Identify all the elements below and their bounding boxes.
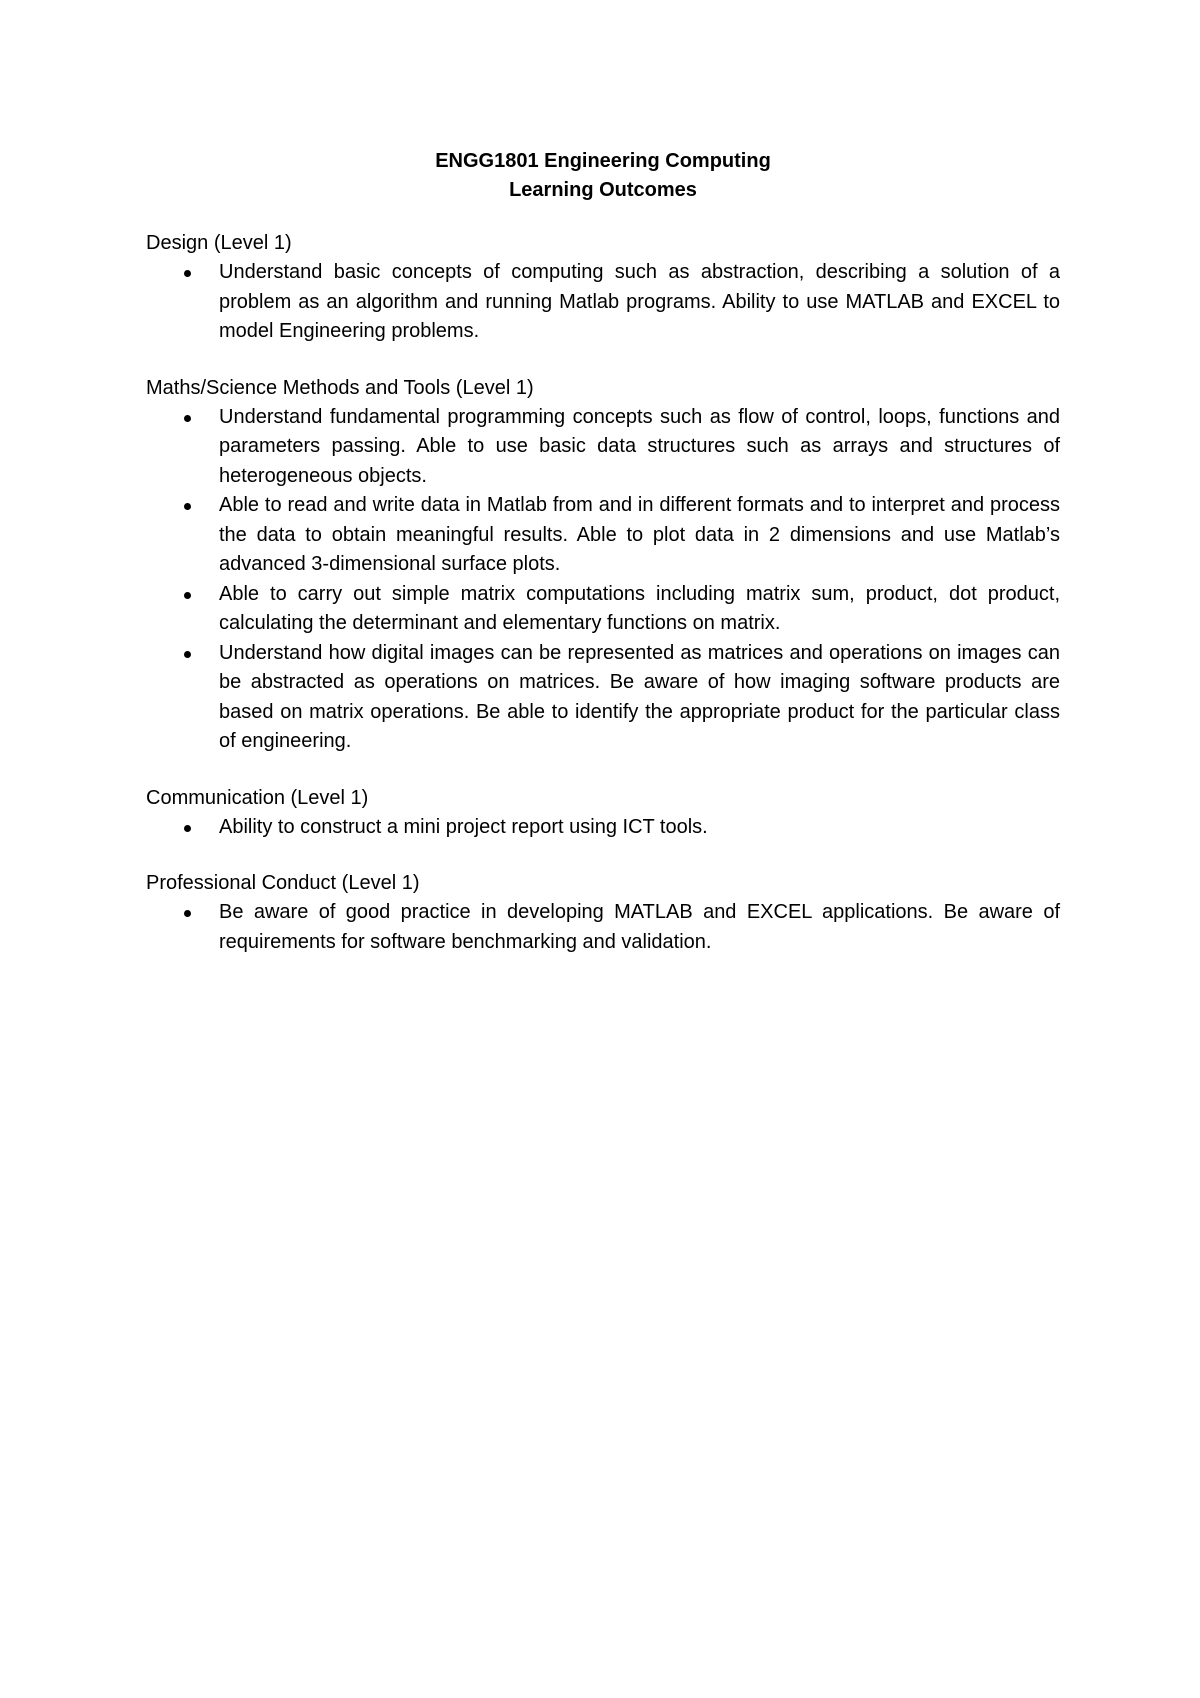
list-item	[146, 403, 1060, 492]
bullet-icon	[184, 910, 191, 917]
document-title: ENGG1801 Engineering Computing	[435, 150, 771, 172]
document-subtitle: Learning Outcomes	[509, 179, 697, 201]
list-item	[146, 813, 1060, 843]
bullet-icon	[184, 503, 191, 510]
list-item-text: Understand basic concepts of computing such as abstraction, describing a solution of a problem as an algorithm and running Matlab programs. Ability to use MATLAB and EXCEL to model Engineering problems.	[219, 261, 1060, 342]
section-maths-science	[146, 374, 1060, 757]
list-item-text: Understand fundamental programming concepts such as flow of control, loops, functions and parameters passing. Able to use basic data structures such as arrays and structures of heterogeneous objects.	[219, 405, 1060, 487]
list-item	[146, 898, 1060, 957]
document-content	[146, 147, 1060, 984]
bullet-list	[146, 898, 1060, 957]
section-professional-conduct	[146, 869, 1060, 957]
title-block	[146, 147, 1060, 205]
section-design	[146, 229, 1060, 347]
section-heading: Communication (Level 1)	[146, 786, 369, 809]
bullet-icon	[184, 651, 191, 658]
section-heading: Professional Conduct (Level 1)	[146, 872, 420, 894]
section-heading: Maths/Science Methods and Tools (Level 1)	[146, 376, 534, 399]
list-item-text: Able to read and write data in Matlab from and in different formats and to interpret and process the data to obtain meaningful results. Able to plot data in 2 dimensions and use Matlab’s advanced 3-dimensional surface plots.	[219, 494, 1060, 575]
list-item-text: Be aware of good practice in developing MATLAB and EXCEL applications. Be aware of requirements for software benchmarking and validation.	[219, 901, 1060, 953]
section-communication	[146, 784, 1060, 843]
bullet-list	[146, 813, 1060, 843]
bullet-icon	[184, 825, 191, 832]
list-item-text: Ability to construct a mini project report using ICT tools.	[219, 815, 708, 838]
bullet-icon	[184, 270, 191, 277]
bullet-list	[146, 403, 1060, 757]
list-item	[146, 580, 1060, 639]
section-heading: Design (Level 1)	[146, 232, 292, 254]
list-item-text: Able to carry out simple matrix computations including matrix sum, product, dot product, calculating the determinant and elementary functions on matrix.	[219, 582, 1060, 634]
bullet-list	[146, 258, 1060, 347]
list-item	[146, 491, 1060, 580]
list-item-text: Understand how digital images can be represented as matrices and operations on images can be abstracted as operations on matrices. Be aware of how imaging software products are based on matrix operations. Be able to identify the appropriate product for the particular class of engineering.	[219, 641, 1060, 752]
bullet-icon	[184, 592, 191, 599]
bullet-icon	[184, 415, 191, 422]
list-item	[146, 639, 1060, 757]
list-item	[146, 258, 1060, 347]
